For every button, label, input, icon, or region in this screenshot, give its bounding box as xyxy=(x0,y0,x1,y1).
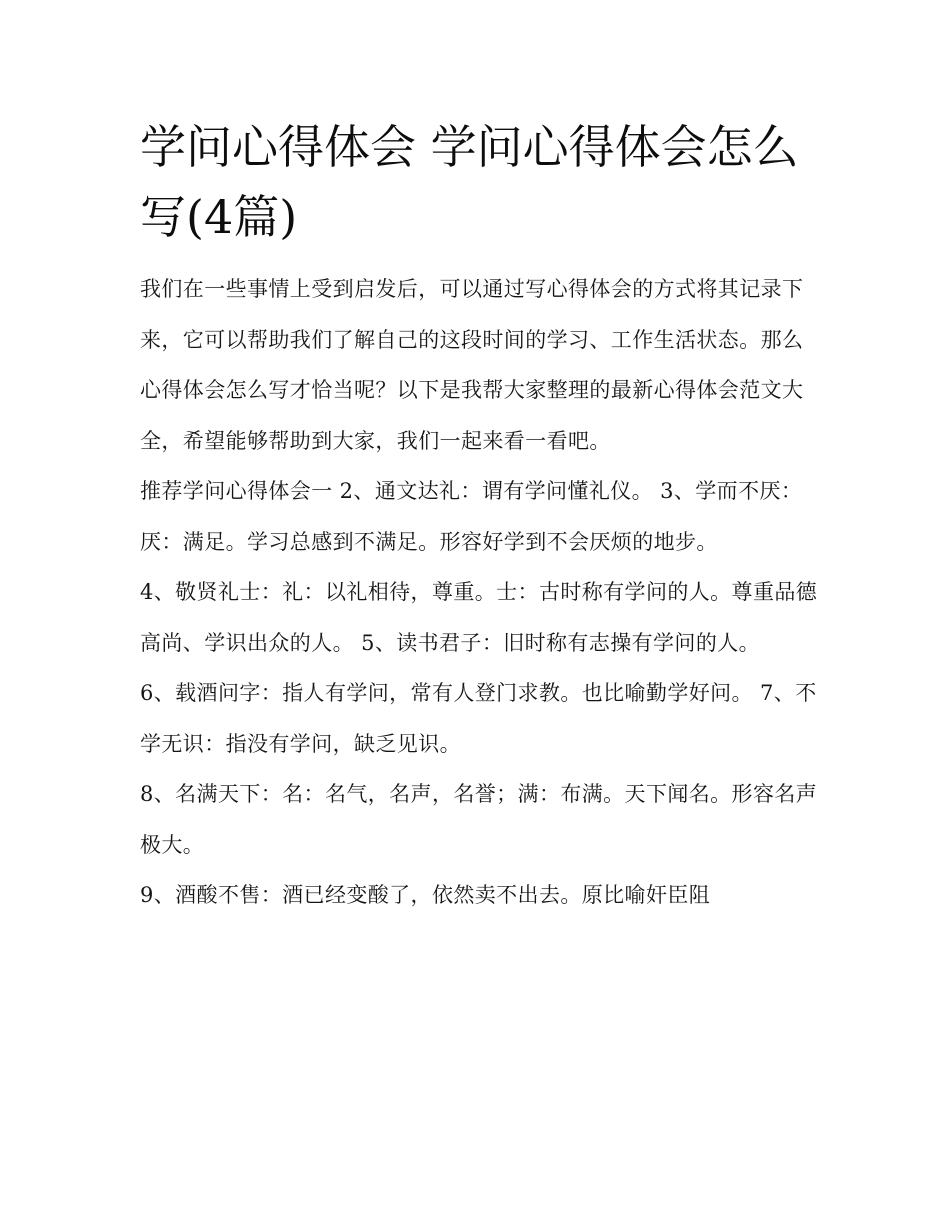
paragraph-item-8: 8、名满天下：名：名气，名声，名誉；满：布满。天下闻名。形容名声极大。 xyxy=(140,782,818,857)
document-content xyxy=(140,112,820,921)
paragraph-item-4-5: 4、敬贤礼士：礼：以礼相待，尊重。士：古时称有学问的人。尊重品德高尚、学识出众的人。 5、读书君子：旧时称有志操有学问的人。 xyxy=(140,580,818,655)
paragraph-intro: 我们在一些事情上受到启发后，可以通过写心得体会的方式将其记录下来，它可以帮助我们了解自己的这段时间的学习、工作生活状态。那么心得体会怎么写才恰当呢？以下是我帮大家整理的最新心得体会范文大全，希望能够帮助到大家，我们一起来看一看吧。 xyxy=(140,277,804,453)
document-body xyxy=(140,264,820,921)
paragraph-item-2-3: 推荐学问心得体会一 2、通文达礼：谓有学问懂礼仪。 3、学而不厌：厌：满足。学习总感到不满足。形容好学到不会厌烦的地步。 xyxy=(140,479,803,554)
paragraph-item-6-7: 6、载酒问字：指人有学问，常有人登门求教。也比喻勤学好问。 7、不学无识：指没有学问，缺乏见识。 xyxy=(140,681,817,756)
document-title: 学问心得体会 学问心得体会怎么写(4篇) xyxy=(140,120,799,244)
paragraph-item-9: 9、酒酸不售：酒已经变酸了，依然卖不出去。原比喻奸臣阻 xyxy=(140,883,711,907)
